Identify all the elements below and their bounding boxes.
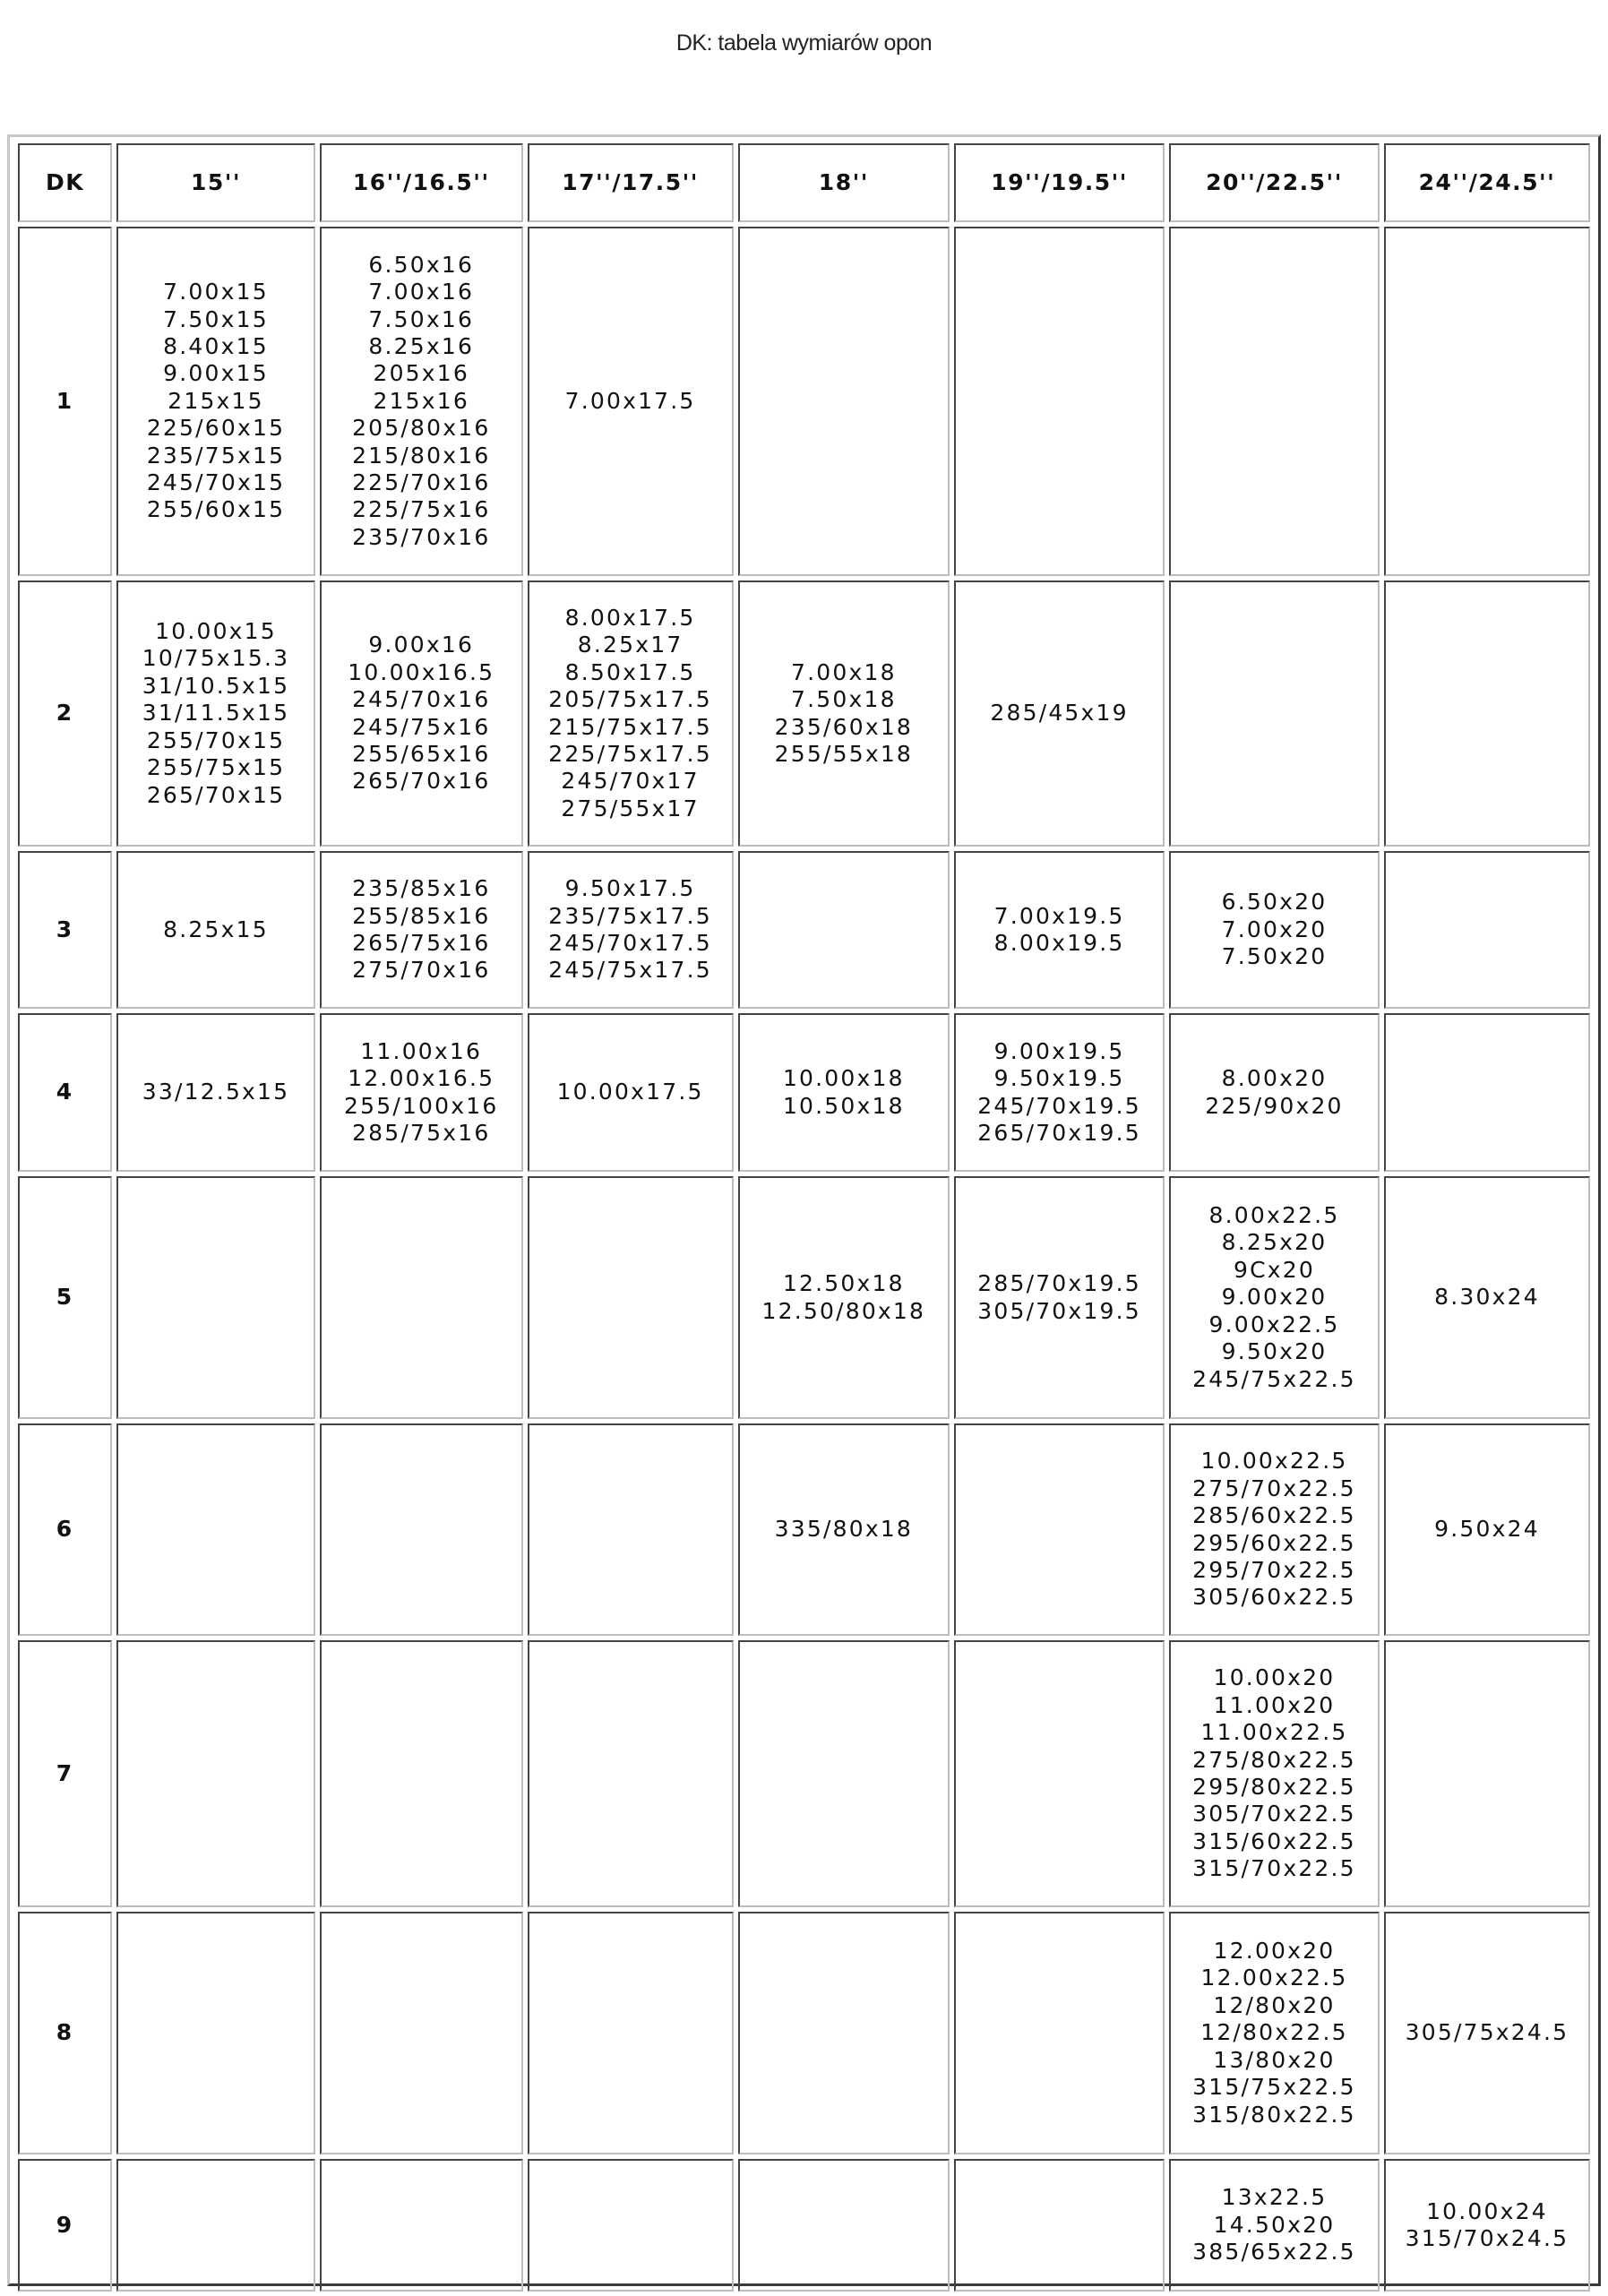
tire-size-cell (320, 1640, 523, 1907)
tire-size: 9.00x19.5 (993, 1037, 1125, 1064)
tire-size: 12.50x18 (782, 1270, 905, 1297)
column-header: 24''/24.5'' (1384, 143, 1590, 222)
tire-size: 245/70x15 (146, 469, 286, 496)
tire-size: 205/75x17.5 (548, 686, 712, 713)
tire-size: 8.50x17.5 (564, 658, 696, 685)
tire-size: 9.00x20 (1221, 1284, 1328, 1311)
tire-size-cell (320, 1013, 523, 1172)
tire-size: 265/70x19.5 (977, 1119, 1141, 1146)
tire-size-cell (1169, 227, 1380, 576)
tire-size: 265/75x16 (352, 930, 491, 956)
tire-size: 225/60x15 (146, 415, 286, 442)
tire-size-cell (738, 1640, 950, 1907)
tire-size-cell (1384, 1176, 1590, 1419)
dk-class-cell: 3 (18, 851, 112, 1009)
tire-size-cell (528, 2159, 734, 2292)
tire-size-cell (1169, 1912, 1380, 2154)
tire-size: 10/75x15.3 (142, 645, 290, 672)
table-frame (7, 134, 1601, 2286)
tire-size: 245/70x19.5 (977, 1092, 1141, 1119)
tire-size: 7.00x15 (163, 279, 269, 305)
tire-size: 235/70x16 (352, 523, 491, 550)
table-row (18, 1912, 1590, 2154)
tire-size-cell (116, 1013, 315, 1172)
tire-size-cell (954, 1640, 1165, 1907)
tire-size: 8.00x19.5 (993, 930, 1125, 956)
tire-size: 225/70x16 (352, 469, 491, 496)
tire-size-cell (738, 1912, 950, 2154)
tire-size: 12.50/80x18 (761, 1297, 926, 1324)
tire-size: 205/80x16 (352, 415, 491, 442)
dk-class-cell: 8 (18, 1912, 112, 2154)
table-row (18, 2159, 1590, 2292)
tire-size: 8.00x17.5 (564, 604, 696, 631)
tire-size: 315/80x22.5 (1192, 2101, 1356, 2128)
tire-size: 305/70x19.5 (977, 1297, 1141, 1324)
table-row (18, 227, 1590, 576)
tire-size: 9.00x16 (368, 632, 475, 658)
table-row (18, 1013, 1590, 1172)
column-header: 19''/19.5'' (954, 143, 1165, 222)
tire-size: 13/80x20 (1213, 2046, 1336, 2073)
tire-size: 9.50x17.5 (564, 875, 696, 902)
tire-size: 10.00x18 (782, 1065, 905, 1092)
tire-size: 9.50x19.5 (993, 1065, 1125, 1092)
tire-size: 295/70x22.5 (1192, 1556, 1356, 1583)
tire-size-cell (1169, 1013, 1380, 1172)
tire-size-cell (320, 2159, 523, 2292)
tire-size: 215x16 (373, 387, 469, 414)
tire-size: 295/60x22.5 (1192, 1529, 1356, 1556)
tire-size-cell (738, 580, 950, 847)
dk-class-cell: 5 (18, 1176, 112, 1419)
tire-size-cell (1384, 1912, 1590, 2154)
tire-size-cell (738, 851, 950, 1009)
tire-size: 235/75x15 (146, 442, 286, 469)
tire-size: 245/75x16 (352, 713, 491, 740)
tire-size-cell (116, 851, 315, 1009)
column-header: 15'' (116, 143, 315, 222)
column-header: 17''/17.5'' (528, 143, 734, 222)
tire-size: 225/75x16 (352, 496, 491, 523)
tire-size: 7.00x20 (1221, 916, 1328, 942)
tire-size: 275/70x16 (352, 957, 491, 984)
tire-size-cell (954, 1912, 1165, 2154)
tire-size-cell (116, 1176, 315, 1419)
tire-size: 215/75x17.5 (548, 713, 712, 740)
column-header: 20''/22.5'' (1169, 143, 1380, 222)
tire-size-cell (738, 227, 950, 576)
tire-size: 315/70x24.5 (1405, 2225, 1569, 2251)
tire-size: 285/75x16 (352, 1119, 491, 1146)
tire-size: 295/80x22.5 (1192, 1774, 1356, 1800)
table-body (18, 227, 1590, 2292)
tire-size-cell (116, 1640, 315, 1907)
tire-size: 9.00x15 (163, 360, 269, 387)
tire-size: 245/70x17.5 (548, 930, 712, 956)
tire-size: 8.00x22.5 (1208, 1202, 1340, 1229)
tire-size-cell (528, 1013, 734, 1172)
tire-size: 31/11.5x15 (142, 700, 290, 727)
tire-size: 225/90x20 (1205, 1092, 1344, 1119)
tire-size: 13x22.5 (1221, 2184, 1328, 2211)
tire-size: 10.00x17.5 (556, 1079, 704, 1105)
tire-size-cell (528, 1912, 734, 2154)
tire-size-cell (954, 227, 1165, 576)
dk-class-cell: 4 (18, 1013, 112, 1172)
tire-size: 10.00x15 (155, 618, 277, 645)
tire-size: 7.50x20 (1221, 943, 1328, 970)
tire-size: 285/60x22.5 (1192, 1502, 1356, 1529)
tire-size: 235/75x17.5 (548, 902, 712, 929)
tire-size: 33/12.5x15 (142, 1079, 290, 1105)
tire-size: 245/75x22.5 (1192, 1365, 1356, 1392)
tire-size: 7.50x15 (163, 305, 269, 332)
tire-size-cell (1169, 851, 1380, 1009)
tire-size: 255/60x15 (146, 496, 286, 523)
tire-size: 12.00x20 (1213, 1938, 1336, 1965)
tire-size: 8.00x20 (1221, 1065, 1328, 1092)
tire-size: 305/70x22.5 (1192, 1801, 1356, 1827)
dk-class-cell: 6 (18, 1423, 112, 1636)
tire-size: 335/80x18 (774, 1516, 914, 1543)
tire-size: 7.00x16 (368, 279, 475, 305)
tire-size: 7.50x18 (791, 686, 897, 713)
tire-size-cell (954, 2159, 1165, 2292)
tire-size-cell (1384, 580, 1590, 847)
dk-class-cell: 9 (18, 2159, 112, 2292)
tire-size: 8.25x17 (577, 632, 684, 658)
tire-size: 315/75x22.5 (1192, 2074, 1356, 2101)
tire-size: 8.30x24 (1434, 1284, 1540, 1311)
tire-size-cell (1384, 851, 1590, 1009)
tire-size: 265/70x16 (352, 768, 491, 795)
tire-size: 315/70x22.5 (1192, 1855, 1356, 1882)
tire-size: 245/75x17.5 (548, 957, 712, 984)
table-row (18, 580, 1590, 847)
tire-size-cell (116, 580, 315, 847)
tire-size-cell (116, 1423, 315, 1636)
tire-size-cell (1384, 1640, 1590, 1907)
tire-size-cell (528, 227, 734, 576)
column-header: 16''/16.5'' (320, 143, 523, 222)
tire-size-cell (1384, 2159, 1590, 2292)
tire-size: 9Cx20 (1234, 1256, 1315, 1283)
tire-size: 10.00x22.5 (1200, 1448, 1348, 1475)
tire-size: 7.50x16 (368, 305, 475, 332)
tire-size: 12/80x22.5 (1200, 2019, 1348, 2046)
tire-size-cell (320, 1912, 523, 2154)
tire-size-table (13, 139, 1595, 2296)
tire-size-cell (320, 1176, 523, 1419)
tire-size-cell (528, 1640, 734, 1907)
tire-size: 10.50x18 (782, 1092, 905, 1119)
tire-size: 11.00x16 (360, 1037, 483, 1064)
tire-size: 11.00x20 (1213, 1691, 1336, 1718)
tire-size: 235/85x16 (352, 875, 491, 902)
tire-size: 305/60x22.5 (1192, 1584, 1356, 1611)
tire-size: 315/60x22.5 (1192, 1827, 1356, 1854)
tire-size: 255/75x15 (146, 754, 286, 781)
header-row (18, 143, 1590, 222)
tire-size: 215/80x16 (352, 442, 491, 469)
tire-size-cell (954, 1176, 1165, 1419)
tire-size: 275/70x22.5 (1192, 1475, 1356, 1501)
table-row (18, 1640, 1590, 1907)
tire-size: 8.25x15 (163, 916, 269, 942)
tire-size-cell (1169, 1176, 1380, 1419)
tire-size-cell (528, 580, 734, 847)
tire-size-cell (116, 2159, 315, 2292)
tire-size: 10.00x24 (1426, 2197, 1548, 2224)
tire-size: 215x15 (168, 387, 264, 414)
tire-size: 285/45x19 (990, 700, 1129, 727)
tire-size: 255/70x15 (146, 727, 286, 753)
tire-size-cell (528, 851, 734, 1009)
tire-size: 7.00x17.5 (564, 387, 696, 414)
tire-size-cell (320, 851, 523, 1009)
tire-size-cell (116, 1912, 315, 2154)
tire-size: 265/70x15 (146, 781, 286, 808)
tire-size: 385/65x22.5 (1192, 2239, 1356, 2266)
tire-size-cell (954, 851, 1165, 1009)
tire-size: 12.00x16.5 (348, 1065, 495, 1092)
tire-size-cell (528, 1423, 734, 1636)
tire-size: 6.50x20 (1221, 889, 1328, 916)
tire-size-cell (1169, 2159, 1380, 2292)
tire-size-cell (1169, 1423, 1380, 1636)
tire-size-cell (528, 1176, 734, 1419)
tire-size: 10.00x20 (1213, 1664, 1336, 1691)
tire-size-cell (954, 580, 1165, 847)
tire-size-cell (738, 1423, 950, 1636)
dk-class-cell: 1 (18, 227, 112, 576)
tire-size-cell (1169, 580, 1380, 847)
tire-size: 245/70x16 (352, 686, 491, 713)
tire-size-cell (738, 2159, 950, 2292)
tire-size-cell (116, 227, 315, 576)
tire-size: 12.00x22.5 (1200, 1965, 1348, 1991)
column-header: DK (18, 143, 112, 222)
tire-size: 12/80x20 (1213, 1991, 1336, 2018)
tire-size: 245/70x17 (561, 768, 700, 795)
tire-size: 8.25x16 (368, 332, 475, 359)
tire-size: 8.25x20 (1221, 1229, 1328, 1256)
tire-size: 255/100x16 (344, 1092, 499, 1119)
tire-size-cell (954, 1013, 1165, 1172)
dk-class-cell: 7 (18, 1640, 112, 1907)
table-row (18, 851, 1590, 1009)
tire-size: 275/80x22.5 (1192, 1746, 1356, 1773)
tire-size: 225/75x17.5 (548, 740, 712, 767)
tire-size-cell (738, 1013, 950, 1172)
page-title: DK: tabela wymiarów opon (675, 30, 933, 56)
tire-size-cell (320, 227, 523, 576)
tire-size: 7.00x18 (791, 658, 897, 685)
tire-size: 255/85x16 (352, 902, 491, 929)
tire-size: 205x16 (373, 360, 469, 387)
tire-size-cell (1384, 1013, 1590, 1172)
tire-size-cell (954, 1423, 1165, 1636)
tire-size-cell (1169, 1640, 1380, 1907)
dk-class-cell: 2 (18, 580, 112, 847)
tire-size: 14.50x20 (1213, 2211, 1336, 2238)
tire-size-cell (1384, 1423, 1590, 1636)
tire-size: 31/10.5x15 (142, 672, 290, 699)
tire-size: 9.50x20 (1221, 1338, 1328, 1365)
table-row (18, 1423, 1590, 1636)
tire-size-cell (320, 580, 523, 847)
tire-size: 11.00x22.5 (1200, 1719, 1348, 1746)
tire-size: 9.50x24 (1434, 1516, 1540, 1543)
tire-size: 8.40x15 (163, 332, 269, 359)
tire-size-cell (738, 1176, 950, 1419)
tire-size: 285/70x19.5 (977, 1270, 1141, 1297)
column-header: 18'' (738, 143, 950, 222)
tire-size: 7.00x19.5 (993, 902, 1125, 929)
table-row (18, 1176, 1590, 1419)
tire-size: 255/65x16 (352, 740, 491, 767)
tire-size-cell (320, 1423, 523, 1636)
tire-size: 9.00x22.5 (1208, 1311, 1340, 1337)
tire-size: 305/75x24.5 (1405, 2019, 1569, 2046)
tire-size: 10.00x16.5 (348, 658, 495, 685)
tire-size: 235/60x18 (774, 713, 914, 740)
tire-size-cell (1384, 227, 1590, 576)
tire-size: 6.50x16 (368, 251, 475, 278)
tire-size: 275/55x17 (561, 795, 700, 821)
tire-size: 255/55x18 (774, 740, 914, 767)
